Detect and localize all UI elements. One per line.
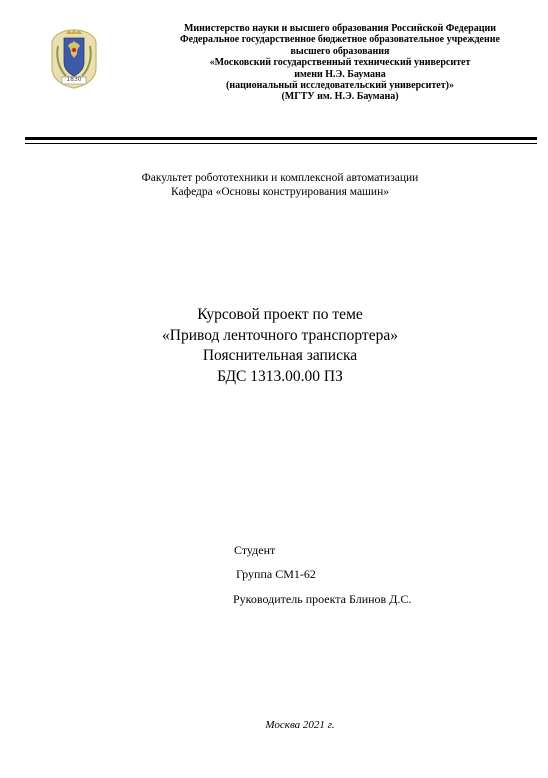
title-line: БДС 1313.00.00 ПЗ [217, 367, 343, 385]
title-line: Пояснительная записка [202, 347, 358, 364]
ministry-line: (национальный исследовательский университет)» [226, 80, 454, 92]
university-crest-icon [50, 28, 98, 90]
emblem-year: 1830 [66, 76, 82, 83]
ministry-line: (МГТУ им. Н.Э. Баумана) [281, 91, 399, 103]
ministry-line: Министерство науки и высшего образования Российской Федерации [183, 23, 497, 34]
supervisor-label: Руководитель проекта Блинов Д.С. [233, 592, 412, 606]
student-label: Студент [234, 543, 276, 557]
city-year: Москва 2021 г. [265, 719, 335, 731]
ministry-line: Федеральное государственное бюджетное образовательное учреждение [180, 34, 500, 46]
header-divider-thick [25, 137, 537, 140]
chair-name: Кафедра «Основы конструирования машин» [171, 186, 389, 198]
department-block [30, 171, 530, 199]
header-divider-thin [25, 143, 537, 144]
title-line: Курсовой проект по теме [197, 306, 363, 323]
document-title [30, 305, 530, 387]
ministry-line: «Московский государственный технический университет [209, 57, 471, 69]
faculty-name: Факультет робототехники и комплексной автоматизации [141, 172, 419, 184]
ministry-line: высшего образования [290, 45, 390, 57]
institution-header [150, 23, 530, 103]
ministry-line: имени Н.Э. Баумана [294, 68, 386, 80]
group-label: Группа СМ1-62 [236, 567, 316, 581]
title-line: «Привод ленточного транспортера» [162, 326, 398, 344]
